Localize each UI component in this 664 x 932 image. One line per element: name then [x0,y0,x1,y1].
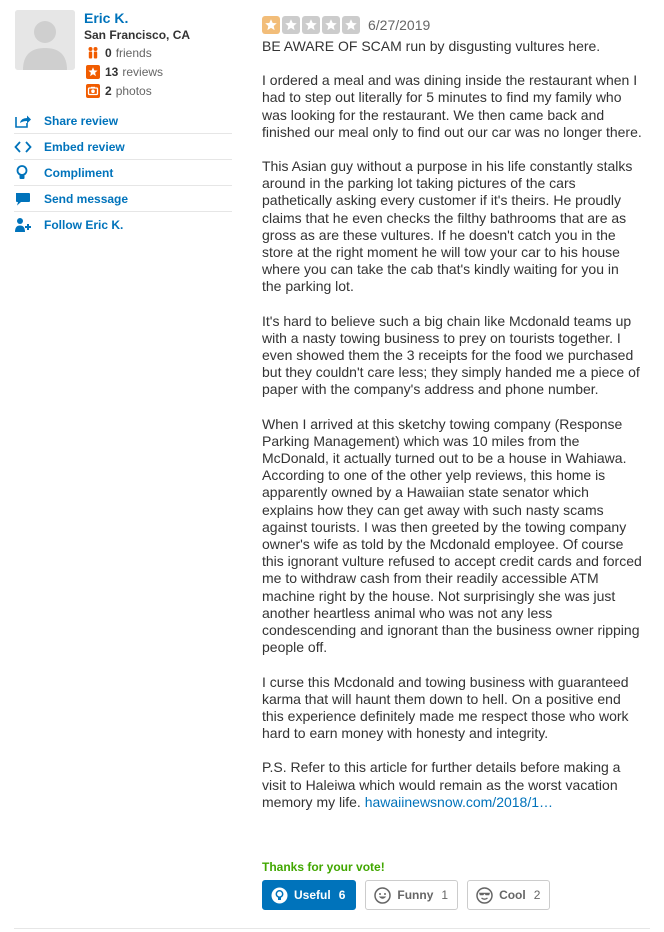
article-link[interactable]: hawaiinewsnow.com/2018/1… [364,793,554,810]
useful-label: Useful [294,888,331,902]
cool-button[interactable] [467,880,550,910]
review-actions [14,108,232,237]
share-review-link[interactable] [14,108,232,134]
star-icon [342,16,360,34]
review [262,14,642,811]
reviews-label: reviews [122,65,164,79]
photos-stat [86,84,152,98]
friends-icon [86,46,100,60]
review-last-text: P.S. Refer to this article for further details before making a visit to Haleiwa which would remain as the worst vacation memory my life. [262,759,621,810]
useful-count: 6 [338,888,346,902]
follow-user-label: Follow Eric K. [44,217,124,232]
send-message-label: Send message [44,191,129,206]
review-paragraph: BE AWARE OF SCAM run by disgusting vultures here. [262,38,601,54]
embed-review-link[interactable] [14,134,232,160]
share-icon [14,113,44,129]
friends-stat [86,46,152,60]
share-review-label: Share review [44,113,119,128]
useful-icon [271,887,288,904]
funny-button[interactable] [365,880,458,910]
review-paragraph: It's hard to believe such a big chain like Mcdonald teams up with a nasty towing business to prey on tourists together. I even showed them the 3 receipts for the food we purchased but they couldn't care less; they simply handed me a piece of paper with the company's address and phone number. [262,312,640,398]
star-icon [282,16,300,34]
review-text [262,38,642,811]
follow-user-link[interactable] [14,212,232,237]
review-paragraph: When I arrived at this sketchy towing company (Response Parking Management) which was 10 miles from the McDonald, it actually turned out to be a house in Wahiawa. According to one of the other yelp reviews, this home is apparently owned by a Hawaiian state senator which explains how they can get away with such nasty scams against tourists. I was then greeted by the towing company owner's wife as told by the Mcdonald employee. Of course this ignorant vulture refused to accept credit cards and forced me to withdraw cash from their readily accessible ATM machine right by the house. Not surprisingly she was just another heartless animal who was not any less condescending and ignorant than the business owner ripping people off. [262,415,642,656]
send-message-link[interactable] [14,186,232,212]
cool-count: 2 [533,888,541,902]
friends-label: friends [115,46,152,60]
review-date: 6/27/2019 [368,17,431,33]
friends-count: 0 [105,46,112,60]
photos-count: 2 [105,84,112,98]
star-rating [262,16,362,34]
avatar[interactable] [15,10,75,70]
reviews-star-icon [86,65,100,79]
user-name[interactable]: Eric K. [84,10,129,26]
review-paragraph [262,759,642,811]
reviews-stat [86,65,163,79]
camera-icon [86,84,100,98]
compliment-link[interactable] [14,160,232,186]
thanks-message: Thanks for your vote! [262,860,385,874]
compliment-icon [14,164,44,182]
photos-label: photos [115,84,152,98]
star-icon [262,16,280,34]
useful-button[interactable] [262,880,356,910]
reviews-count: 13 [105,65,119,79]
cool-icon [476,887,493,904]
review-paragraph: I ordered a meal and was dining inside the restaurant when I had to step out literally for 5 minutes to find my family who was looking for the restaurant. We then came back and finished our meal only to find out our car was no longer there. [262,72,642,140]
message-icon [14,191,44,207]
review-paragraph: This Asian guy without a purpose in his life constantly stalks around in the parking lot taking pictures of the cars pathetically asking every customer if it's theirs. He proudly claims that he even checks the filthy bathrooms that are as gross as are these vultures. If he doesn't catch you in the store at the right moment he will tow your car to his house where you can take the cab that's kindly waiting for you in the parking lot. [262,158,633,295]
compliment-label: Compliment [44,165,114,180]
funny-icon [374,887,391,904]
vote-buttons [262,880,559,910]
user-location: San Francisco, CA [84,28,191,42]
rating-row [262,14,642,36]
cool-label: Cool [499,888,526,902]
embed-icon [14,139,44,155]
embed-review-label: Embed review [44,139,125,154]
review-paragraph: I curse this Mcdonald and towing business with guaranteed karma that will haunt them down to hell. On a positive end this experience definitely made me respect those who work hard to earn money with honesty and integrity. [262,673,629,742]
star-icon [302,16,320,34]
funny-count: 1 [441,888,449,902]
funny-label: Funny [397,888,434,902]
follow-icon [14,217,44,233]
star-icon [322,16,340,34]
divider [14,928,650,929]
